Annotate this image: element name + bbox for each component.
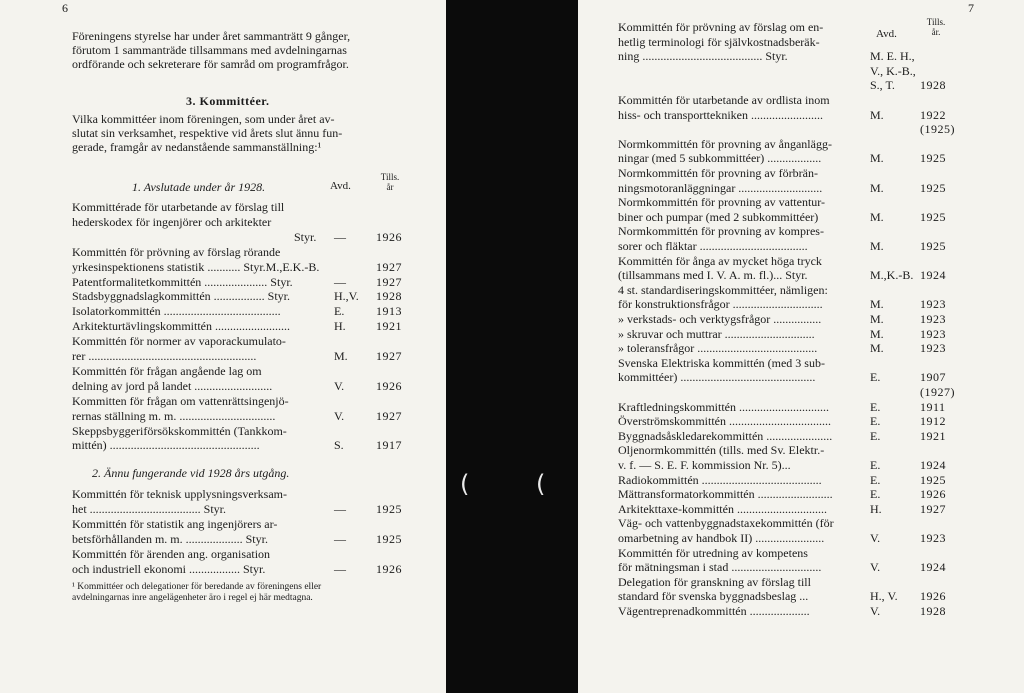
division-code: — bbox=[334, 274, 346, 289]
year-established: 1925 bbox=[376, 502, 402, 516]
committee-name: (tillsammans med I. V. A. m. fl.)... Styr. bbox=[618, 268, 808, 283]
column-header-tills-line: Tills. bbox=[926, 17, 946, 27]
text-line: slutat sin verksamhet, respektive vid årets slut ännu fun- bbox=[72, 126, 343, 140]
committee-row bbox=[618, 356, 1018, 370]
year-established: 1928 bbox=[920, 78, 946, 93]
committee-name: het ..................................... Styr. bbox=[72, 502, 227, 516]
committee-row bbox=[72, 319, 422, 333]
committee-row bbox=[618, 458, 1018, 472]
year-established: (1927) bbox=[920, 385, 955, 399]
intro-paragraph bbox=[72, 29, 412, 71]
division-code: M. bbox=[870, 239, 884, 253]
committee-row bbox=[72, 409, 422, 423]
committee-row bbox=[618, 78, 1018, 92]
committee-row bbox=[618, 166, 1018, 180]
committee-row bbox=[72, 547, 422, 561]
committee-name: sorer och fläktar .................................... bbox=[618, 239, 808, 253]
committee-name: ningar (med 5 subkommittéer) .................. bbox=[618, 151, 822, 166]
committee-name: betsförhållanden m. m. ................... Styr. bbox=[72, 532, 268, 546]
committee-name: delning av jord på landet .......................... bbox=[72, 378, 273, 393]
committee-row bbox=[618, 575, 1018, 589]
binding-mark: ( bbox=[460, 470, 470, 498]
committee-row bbox=[618, 93, 1018, 107]
committee-row bbox=[618, 589, 1018, 603]
division-code: M. bbox=[870, 151, 884, 166]
committee-name: Normkommittén för provning av kompres- bbox=[618, 224, 824, 239]
committee-name: för konstruktionsfrågor .............................. bbox=[618, 297, 823, 312]
division-code: S. bbox=[334, 438, 344, 453]
year-established: 1921 bbox=[920, 428, 946, 443]
committee-name: Överströmskommittén .................................. bbox=[618, 414, 831, 429]
column-header-tills-line: år. bbox=[931, 27, 941, 37]
footnote bbox=[72, 582, 422, 604]
committee-row bbox=[618, 487, 1018, 501]
division-code: V. bbox=[334, 378, 345, 393]
committee-row bbox=[618, 20, 1018, 34]
division-code: M. bbox=[870, 209, 884, 224]
division-code: M. bbox=[870, 297, 884, 312]
year-established: 1921 bbox=[376, 319, 402, 334]
year-established: 1927 bbox=[376, 349, 402, 363]
committee-row bbox=[618, 297, 1018, 311]
division-code: E. bbox=[870, 428, 881, 443]
committee-name: för mätningsman i stad .............................. bbox=[618, 560, 822, 575]
committee-row bbox=[618, 473, 1018, 487]
committee-row bbox=[618, 268, 1018, 282]
committee-row bbox=[618, 400, 1018, 414]
committee-name: ning ........................................ Styr. bbox=[618, 49, 788, 64]
committee-name: yrkesinspektionens statistik ........... Styr.M.,E.K.-B. bbox=[72, 259, 320, 274]
year-established: 1926 bbox=[920, 487, 946, 502]
committee-name: v. f. — S. E. F. kommission Nr. 5)... bbox=[618, 458, 791, 472]
committee-name: Skeppsbyggeriförsökskommittén (Tankkom- bbox=[72, 423, 287, 438]
committee-name: Normkommittén för provning av ånganlägg- bbox=[618, 136, 832, 151]
year-established: 1927 bbox=[376, 274, 402, 289]
page-number: 6 bbox=[62, 1, 68, 15]
committee-name: Styr. bbox=[294, 229, 317, 244]
committee-row bbox=[618, 137, 1018, 151]
year-established: 1925 bbox=[376, 532, 402, 546]
text-line: Föreningens styrelse har under året sammanträtt 9 gånger, bbox=[72, 29, 351, 43]
division-code: M. bbox=[334, 349, 348, 363]
column-header-tills bbox=[372, 172, 408, 192]
year-established: 1917 bbox=[376, 438, 402, 453]
right-page bbox=[578, 0, 1024, 693]
year-established: 1926 bbox=[376, 562, 402, 576]
year-established: 1927 bbox=[376, 259, 402, 274]
division-code: — bbox=[334, 532, 346, 546]
committee-name: Kommitten för frågan om vattenrättsingenjö- bbox=[72, 393, 289, 408]
footnote-line: avdelningarnas inre angelägenheter äro i regel ej här medtagna. bbox=[72, 593, 313, 603]
division-code: V. bbox=[870, 560, 881, 575]
committee-name: Delegation för granskning av förslag till bbox=[618, 574, 811, 589]
committee-row bbox=[618, 108, 1018, 122]
committee-row bbox=[72, 379, 422, 393]
division-code: — bbox=[334, 562, 346, 576]
committee-row bbox=[618, 151, 1018, 165]
division-code: M. bbox=[870, 341, 884, 356]
division-code: H. bbox=[334, 319, 346, 334]
committee-name: Kraftledningskommittén .............................. bbox=[618, 399, 829, 414]
year-established: 1925 bbox=[920, 239, 946, 253]
committee-row bbox=[72, 562, 422, 576]
committee-row bbox=[618, 502, 1018, 516]
year-established: (1925) bbox=[920, 122, 955, 137]
committee-name: biner och pumpar (med 2 subkommittéer) bbox=[618, 209, 819, 224]
section-heading: 3. Kommittéer. bbox=[186, 94, 270, 108]
text-line: Vilka kommittéer inom föreningen, som under året av- bbox=[72, 112, 335, 126]
year-established: 1913 bbox=[376, 304, 402, 319]
left-page bbox=[0, 0, 446, 693]
year-established: 1923 bbox=[920, 297, 946, 312]
division-code: E. bbox=[870, 458, 881, 472]
division-code: E. bbox=[870, 487, 881, 502]
committee-name: standard för svenska byggnadsbeslag ... bbox=[618, 589, 809, 604]
year-established: 1907 bbox=[920, 370, 946, 385]
division-code: M. E. H., bbox=[870, 49, 915, 64]
committee-row bbox=[618, 283, 1018, 297]
year-established: 1927 bbox=[920, 501, 946, 516]
committee-name: Byggnadsåskledarekommittén ...................... bbox=[618, 428, 833, 443]
footnote-line: ¹ Kommittéer och delegationer för beredande av föreningens eller bbox=[72, 582, 322, 592]
committee-name: Radiokommittén ........................................ bbox=[618, 472, 822, 487]
committee-row bbox=[72, 215, 422, 229]
year-established: 1926 bbox=[376, 229, 402, 244]
committee-row bbox=[618, 64, 1018, 78]
committee-row bbox=[72, 289, 422, 303]
year-established: 1924 bbox=[920, 268, 946, 283]
division-code: H.,V. bbox=[334, 289, 359, 304]
committee-name: hederskodex för ingenjörer och arkitekter bbox=[72, 214, 272, 229]
committee-name: Isolatorkommittén ....................................... bbox=[72, 304, 281, 319]
committee-row bbox=[618, 312, 1018, 326]
committee-name: » toleransfrågor ........................................ bbox=[618, 341, 818, 356]
section-paragraph bbox=[72, 112, 412, 154]
year-established: 1923 bbox=[920, 341, 946, 356]
committee-row bbox=[72, 260, 422, 274]
division-code: — bbox=[334, 502, 346, 516]
year-established: 1912 bbox=[920, 414, 946, 429]
year-established: 1924 bbox=[920, 458, 946, 472]
committee-row bbox=[618, 516, 1018, 530]
committee-name: Kommittén för statistik ang ingenjörers ar- bbox=[72, 517, 278, 531]
committee-row bbox=[72, 230, 422, 244]
year-established: 1928 bbox=[376, 289, 402, 304]
committee-name: 4 st. standardiseringskommittéer, nämligen: bbox=[618, 282, 828, 297]
division-code: E. bbox=[870, 414, 881, 429]
committee-name: Kommittén för ärenden ang. organisation bbox=[72, 547, 271, 561]
text-line: ordförande och sekreterare för samråd om programfrågor. bbox=[72, 57, 349, 71]
year-established: 1925 bbox=[920, 180, 946, 195]
division-code: E. bbox=[334, 304, 345, 319]
committee-name: Arkitekturtävlingskommittén ......................... bbox=[72, 319, 290, 334]
division-code: H., V. bbox=[870, 589, 898, 604]
committee-name: mittén) .................................................. bbox=[72, 438, 260, 453]
committee-row bbox=[72, 200, 422, 214]
division-code: E. bbox=[870, 399, 881, 414]
committee-name: Kommittén för frågan angående lag om bbox=[72, 363, 262, 378]
division-code: V., K.-B., bbox=[870, 63, 916, 78]
column-header-tills-line: år bbox=[386, 182, 394, 192]
committee-name: ningsmotoranläggningar ............................ bbox=[618, 180, 823, 195]
book-gutter bbox=[446, 0, 578, 693]
committee-row bbox=[72, 438, 422, 452]
committee-row bbox=[618, 341, 1018, 355]
division-code: H. bbox=[870, 501, 882, 516]
committee-name: Normkommittén för provning av förbrän- bbox=[618, 166, 818, 180]
committee-name: omarbetning av handbok II) ....................... bbox=[618, 531, 825, 545]
year-established: 1923 bbox=[920, 312, 946, 326]
division-code: E. bbox=[870, 472, 881, 487]
division-code: M. bbox=[870, 326, 884, 341]
text-line: gerade, framgår av nedanstående sammanställning:¹ bbox=[72, 140, 322, 154]
committee-row bbox=[618, 604, 1018, 618]
committee-name: » verkstads- och verktygsfrågor ................ bbox=[618, 312, 822, 326]
committee-name: Normkommittén för provning av vattentur- bbox=[618, 195, 826, 210]
page-number: 7 bbox=[968, 1, 974, 15]
committee-name: Mättransformatorkommittén ......................... bbox=[618, 487, 833, 502]
committee-name: rer ........................................................ bbox=[72, 349, 257, 363]
committee-name: Kommittén för utredning av kompetens bbox=[618, 545, 808, 560]
committee-row bbox=[72, 334, 422, 348]
committee-row bbox=[618, 385, 1018, 399]
year-established: 1924 bbox=[920, 560, 946, 575]
committee-row bbox=[618, 327, 1018, 341]
committee-name: Kommittén för prövning av förslag om en- bbox=[618, 20, 824, 34]
division-code: S., T. bbox=[870, 78, 895, 93]
division-code: V. bbox=[870, 531, 881, 545]
committee-name: och industriell ekonomi ................. Styr. bbox=[72, 562, 266, 576]
committee-name: Stadsbyggnadslagkommittén ................. Styr. bbox=[72, 289, 290, 304]
committee-name: hetlig terminologi för självkostnadsberäk- bbox=[618, 34, 820, 49]
column-header-avd: Avd. bbox=[330, 180, 351, 192]
division-code: V. bbox=[870, 604, 881, 618]
committee-row bbox=[72, 487, 422, 501]
committee-name: hiss- och transporttekniken ........................ bbox=[618, 107, 823, 122]
committee-row bbox=[618, 224, 1018, 238]
committee-row bbox=[72, 532, 422, 546]
division-code: E. bbox=[870, 370, 881, 385]
subsection-title: 1. Avslutade under år 1928. bbox=[132, 180, 266, 194]
committee-name: Kommittén för utarbetande av ordlista inom bbox=[618, 93, 830, 107]
committee-row bbox=[72, 364, 422, 378]
committee-row bbox=[618, 560, 1018, 574]
committee-row bbox=[618, 546, 1018, 560]
division-code: — bbox=[334, 229, 346, 244]
committee-row bbox=[72, 245, 422, 259]
committee-name: Kommittén för normer av vaporackumulato- bbox=[72, 334, 286, 349]
committee-name: Kommittén för teknisk upplysningsverksam- bbox=[72, 487, 287, 501]
year-established: 1922 bbox=[920, 107, 946, 122]
committee-row bbox=[72, 304, 422, 318]
committee-row bbox=[618, 181, 1018, 195]
committee-name: Väg- och vattenbyggnadstaxekommittén (för bbox=[618, 516, 834, 531]
committee-row bbox=[72, 517, 422, 531]
committee-row bbox=[618, 122, 1018, 136]
committee-row bbox=[618, 210, 1018, 224]
committee-row bbox=[618, 254, 1018, 268]
committee-row bbox=[618, 414, 1018, 428]
year-established: 1927 bbox=[376, 408, 402, 423]
committee-row bbox=[618, 370, 1018, 384]
committee-name: Kommittén för prövning av förslag rörande bbox=[72, 244, 281, 259]
committee-row bbox=[618, 49, 1018, 63]
subsection-title: 2. Ännu fungerande vid 1928 års utgång. bbox=[92, 466, 290, 480]
binding-mark: ( bbox=[536, 470, 546, 498]
committee-name: Oljenormkommittén (tills. med Sv. Elektr.- bbox=[618, 443, 825, 458]
division-code: V. bbox=[334, 408, 345, 423]
committee-row bbox=[618, 35, 1018, 49]
committee-row bbox=[618, 195, 1018, 209]
committee-name: Svenska Elektriska kommittén (med 3 sub- bbox=[618, 355, 825, 370]
committee-name: rernas ställning m. m. ................................ bbox=[72, 408, 276, 423]
committee-name: Kommittérade för utarbetande av förslag till bbox=[72, 200, 285, 214]
committee-name: Vägentreprenadkommittén .................... bbox=[618, 604, 810, 618]
column-header-avd: Avd. bbox=[876, 28, 897, 40]
committee-row bbox=[72, 275, 422, 289]
committee-row bbox=[618, 443, 1018, 457]
committee-row bbox=[72, 394, 422, 408]
year-established: 1911 bbox=[920, 399, 946, 414]
committee-row bbox=[72, 349, 422, 363]
text-line: förutom 1 sammanträde tillsammans med avdelningarnas bbox=[72, 43, 347, 57]
year-established: 1926 bbox=[920, 589, 946, 604]
year-established: 1923 bbox=[920, 531, 946, 545]
committee-name: Patentformalitetkommittén ..................... Styr. bbox=[72, 274, 293, 289]
committee-name: kommittéer) ............................................. bbox=[618, 370, 816, 385]
committee-name: Kommittén för ånga av mycket höga tryck bbox=[618, 253, 822, 268]
committee-row bbox=[618, 429, 1018, 443]
division-code: M.,K.-B. bbox=[870, 268, 914, 283]
division-code: M. bbox=[870, 312, 884, 326]
year-established: 1928 bbox=[920, 604, 946, 618]
committee-row bbox=[618, 531, 1018, 545]
division-code: M. bbox=[870, 180, 884, 195]
division-code: M. bbox=[870, 107, 884, 122]
committee-row bbox=[72, 424, 422, 438]
year-established: 1925 bbox=[920, 209, 946, 224]
year-established: 1925 bbox=[920, 151, 946, 166]
committee-name: » skruvar och muttrar .............................. bbox=[618, 326, 815, 341]
committee-row bbox=[72, 502, 422, 516]
column-header-tills-line: Tills. bbox=[380, 172, 400, 182]
year-established: 1926 bbox=[376, 378, 402, 393]
committee-name: Arkitekttaxe-kommittén .............................. bbox=[618, 501, 827, 516]
year-established: 1923 bbox=[920, 326, 946, 341]
committee-row bbox=[618, 239, 1018, 253]
year-established: 1925 bbox=[920, 472, 946, 487]
